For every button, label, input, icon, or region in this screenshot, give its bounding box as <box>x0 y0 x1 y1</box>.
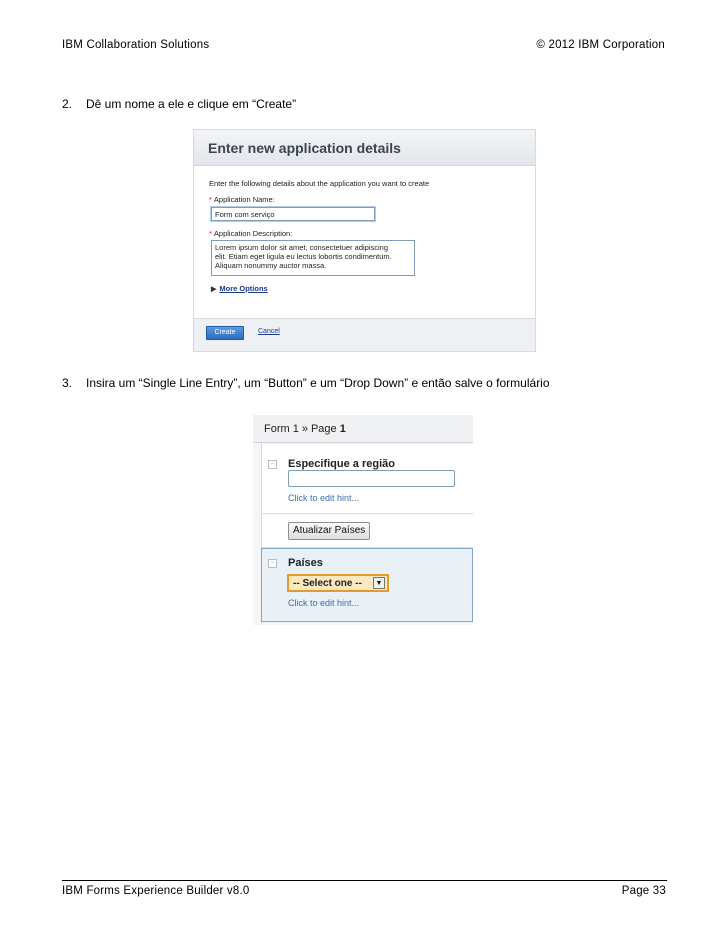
step-text: Dê um nome a ele e clique em “Create” <box>86 97 297 111</box>
cancel-link[interactable]: Cancel <box>258 328 280 335</box>
app-description-label: * Application Description: <box>209 229 293 238</box>
app-description-textarea[interactable] <box>211 240 415 276</box>
select-value: -- Select one -- <box>293 578 362 589</box>
single-line-input[interactable] <box>288 470 455 487</box>
dropdown-arrow-icon[interactable]: ▼ <box>373 577 385 589</box>
create-button[interactable]: Create <box>206 326 244 340</box>
field-label: Países <box>288 557 323 569</box>
step-text: Insira um “Single Line Entry”, um “Button” e um “Drop Down” e então salve o formulário <box>86 376 550 390</box>
step-number: 3. <box>62 376 73 390</box>
header-left: IBM Collaboration Solutions <box>62 39 210 51</box>
dialog-title: Enter new application details <box>208 140 401 156</box>
page-number: Page 33 <box>621 885 666 897</box>
header-right: © 2012 IBM Corporation <box>536 39 665 51</box>
step-number: 2. <box>62 97 73 111</box>
description-line: Aliquam nonummy auctor massa. <box>215 261 327 270</box>
required-mark: * <box>209 195 212 204</box>
step-2 <box>62 97 296 111</box>
breadcrumb: Form 1 » Page 1 <box>264 423 346 435</box>
application-details-screenshot <box>193 129 536 352</box>
step-3 <box>62 376 550 390</box>
footer-rule <box>62 880 667 881</box>
expand-triangle-icon: ▶ <box>211 286 217 293</box>
single-line-entry-item[interactable] <box>262 444 473 514</box>
dialog-footer <box>194 318 535 351</box>
edit-hint-link[interactable]: Click to edit hint... <box>288 493 360 503</box>
more-options-link[interactable]: ▶ More Options <box>211 284 268 293</box>
footer-left: IBM Forms Experience Builder v8.0 <box>62 885 250 897</box>
description-line: Lorem ipsum dolor sit amet, consectetuer adipiscing <box>215 243 388 252</box>
item-checkbox[interactable]: − <box>268 559 277 568</box>
app-name-label: * Application Name: <box>209 195 275 204</box>
atualizar-paises-button[interactable]: Atualizar Países <box>288 522 370 540</box>
dialog-intro: Enter the following details about the application you want to create <box>209 179 430 188</box>
button-item[interactable] <box>262 515 473 548</box>
form-builder-screenshot <box>253 415 473 625</box>
app-name-input[interactable]: Form com serviço <box>211 207 375 221</box>
country-select[interactable] <box>287 574 389 592</box>
drop-down-item[interactable] <box>261 548 473 622</box>
description-line: elit. Etiam eget ligula eu lectus lobortis condimentum. <box>215 252 392 261</box>
item-checkbox[interactable]: − <box>268 460 277 469</box>
required-mark: * <box>209 229 212 238</box>
edit-hint-link[interactable]: Click to edit hint... <box>288 598 360 608</box>
field-label: Especifique a região <box>288 458 395 470</box>
